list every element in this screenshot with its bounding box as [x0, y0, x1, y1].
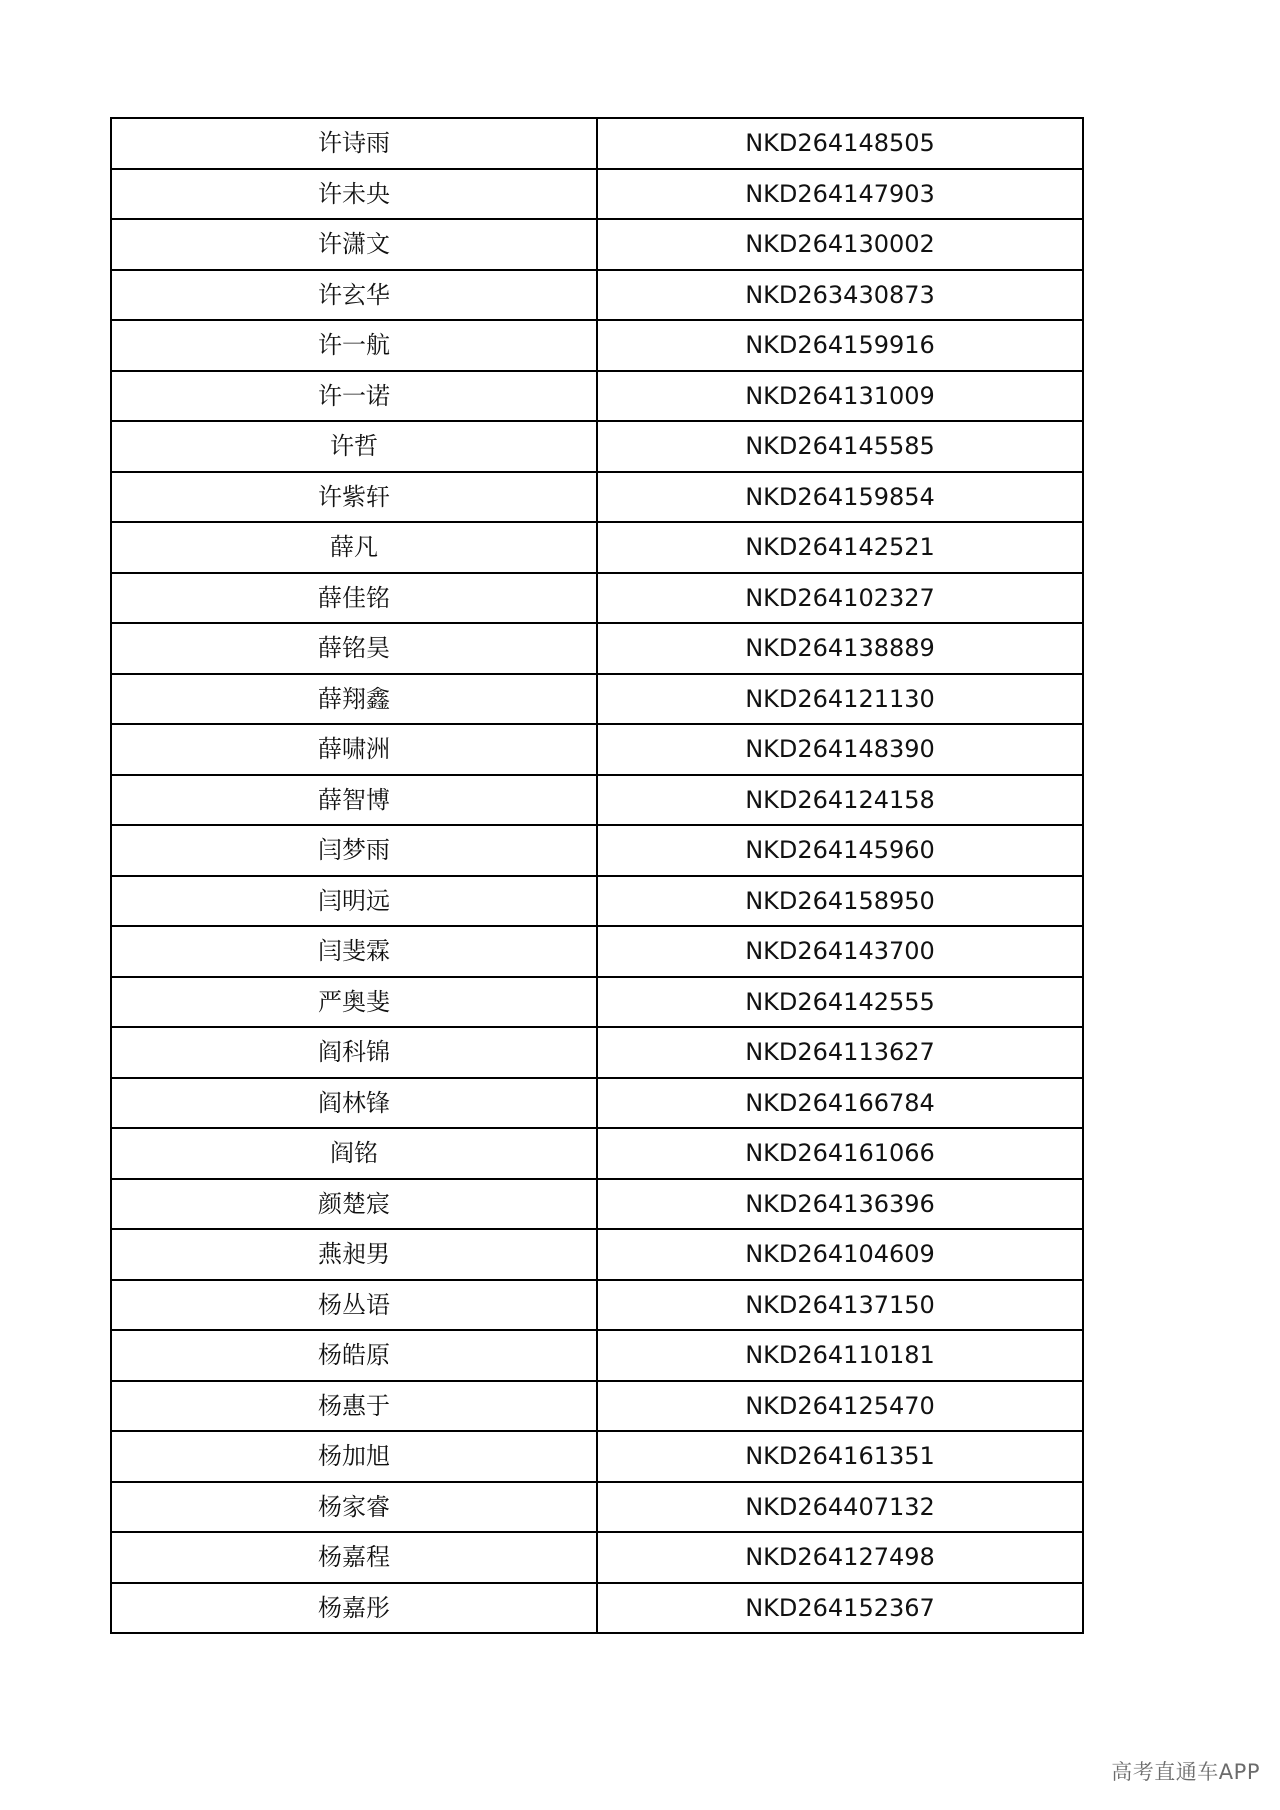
registration-id-cell: NKD264158950 [597, 876, 1083, 927]
student-name-cell: 杨嘉彤 [111, 1583, 597, 1634]
registration-id-cell: NKD264161351 [597, 1431, 1083, 1482]
table-row [111, 1381, 1083, 1432]
student-name-cell: 许一诺 [111, 371, 597, 422]
table-row [111, 623, 1083, 674]
registration-id-cell: NKD264166784 [597, 1078, 1083, 1129]
student-name-cell: 闫明远 [111, 876, 597, 927]
student-name-cell: 薛佳铭 [111, 573, 597, 624]
student-name-cell: 杨家睿 [111, 1482, 597, 1533]
table-row [111, 118, 1083, 169]
table-row [111, 977, 1083, 1028]
registration-id-cell: NKD264121130 [597, 674, 1083, 725]
table-row [111, 1027, 1083, 1078]
table-row [111, 1128, 1083, 1179]
table-row [111, 1078, 1083, 1129]
roster-table [110, 117, 1084, 1634]
registration-id-cell: NKD264137150 [597, 1280, 1083, 1331]
student-name-cell: 许一航 [111, 320, 597, 371]
student-name-cell: 许诗雨 [111, 118, 597, 169]
registration-id-cell: NKD264143700 [597, 926, 1083, 977]
registration-id-cell: NKD264130002 [597, 219, 1083, 270]
student-name-cell: 许紫轩 [111, 472, 597, 523]
table-row [111, 1431, 1083, 1482]
registration-id-cell: NKD264125470 [597, 1381, 1083, 1432]
registration-id-cell: NKD264145585 [597, 421, 1083, 472]
table-row [111, 825, 1083, 876]
table-row [111, 1532, 1083, 1583]
student-name-cell: 薛翔鑫 [111, 674, 597, 725]
student-name-cell: 薛智博 [111, 775, 597, 826]
student-name-cell: 薛铭昊 [111, 623, 597, 674]
student-name-cell: 阎铭 [111, 1128, 597, 1179]
table-row [111, 573, 1083, 624]
registration-id-cell: NKD264161066 [597, 1128, 1083, 1179]
student-name-cell: 许玄华 [111, 270, 597, 321]
registration-id-cell: NKD264148390 [597, 724, 1083, 775]
table-row [111, 219, 1083, 270]
registration-id-cell: NKD264113627 [597, 1027, 1083, 1078]
table-row [111, 472, 1083, 523]
registration-id-cell: NKD264407132 [597, 1482, 1083, 1533]
student-name-cell: 严奥斐 [111, 977, 597, 1028]
table-row [111, 876, 1083, 927]
table-row [111, 775, 1083, 826]
student-name-cell: 薛啸洲 [111, 724, 597, 775]
registration-id-cell: NKD264159916 [597, 320, 1083, 371]
student-name-cell: 杨嘉程 [111, 1532, 597, 1583]
registration-id-cell: NKD264124158 [597, 775, 1083, 826]
student-name-cell: 薛凡 [111, 522, 597, 573]
student-name-cell: 杨加旭 [111, 1431, 597, 1482]
registration-id-cell: NKD264142521 [597, 522, 1083, 573]
student-name-cell: 燕昶男 [111, 1229, 597, 1280]
student-name-cell: 许哲 [111, 421, 597, 472]
registration-id-cell: NKD264145960 [597, 825, 1083, 876]
student-name-cell: 许潇文 [111, 219, 597, 270]
table-row [111, 421, 1083, 472]
student-name-cell: 杨丛语 [111, 1280, 597, 1331]
table-row [111, 926, 1083, 977]
roster-table-body [111, 118, 1083, 1633]
student-name-cell: 许未央 [111, 169, 597, 220]
table-row [111, 320, 1083, 371]
registration-id-cell: NKD264148505 [597, 118, 1083, 169]
table-row [111, 169, 1083, 220]
registration-id-cell: NKD264102327 [597, 573, 1083, 624]
student-name-cell: 闫梦雨 [111, 825, 597, 876]
table-row [111, 674, 1083, 725]
student-name-cell: 阎科锦 [111, 1027, 597, 1078]
student-name-cell: 阎林锋 [111, 1078, 597, 1129]
table-row [111, 371, 1083, 422]
table-row [111, 1482, 1083, 1533]
watermark: 高考直通车APP [1111, 1760, 1260, 1784]
table-row [111, 1330, 1083, 1381]
table-row [111, 1179, 1083, 1230]
table-row [111, 724, 1083, 775]
table-row [111, 1229, 1083, 1280]
registration-id-cell: NKD263430873 [597, 270, 1083, 321]
registration-id-cell: NKD264152367 [597, 1583, 1083, 1634]
registration-id-cell: NKD264159854 [597, 472, 1083, 523]
student-name-cell: 杨皓原 [111, 1330, 597, 1381]
registration-id-cell: NKD264136396 [597, 1179, 1083, 1230]
registration-id-cell: NKD264131009 [597, 371, 1083, 422]
table-row [111, 270, 1083, 321]
student-name-cell: 杨惠于 [111, 1381, 597, 1432]
registration-id-cell: NKD264147903 [597, 169, 1083, 220]
student-name-cell: 颜楚宸 [111, 1179, 597, 1230]
table-row [111, 1583, 1083, 1634]
registration-id-cell: NKD264142555 [597, 977, 1083, 1028]
registration-id-cell: NKD264104609 [597, 1229, 1083, 1280]
student-name-cell: 闫斐霖 [111, 926, 597, 977]
registration-id-cell: NKD264127498 [597, 1532, 1083, 1583]
registration-id-cell: NKD264138889 [597, 623, 1083, 674]
registration-id-cell: NKD264110181 [597, 1330, 1083, 1381]
table-row [111, 1280, 1083, 1331]
table-row [111, 522, 1083, 573]
